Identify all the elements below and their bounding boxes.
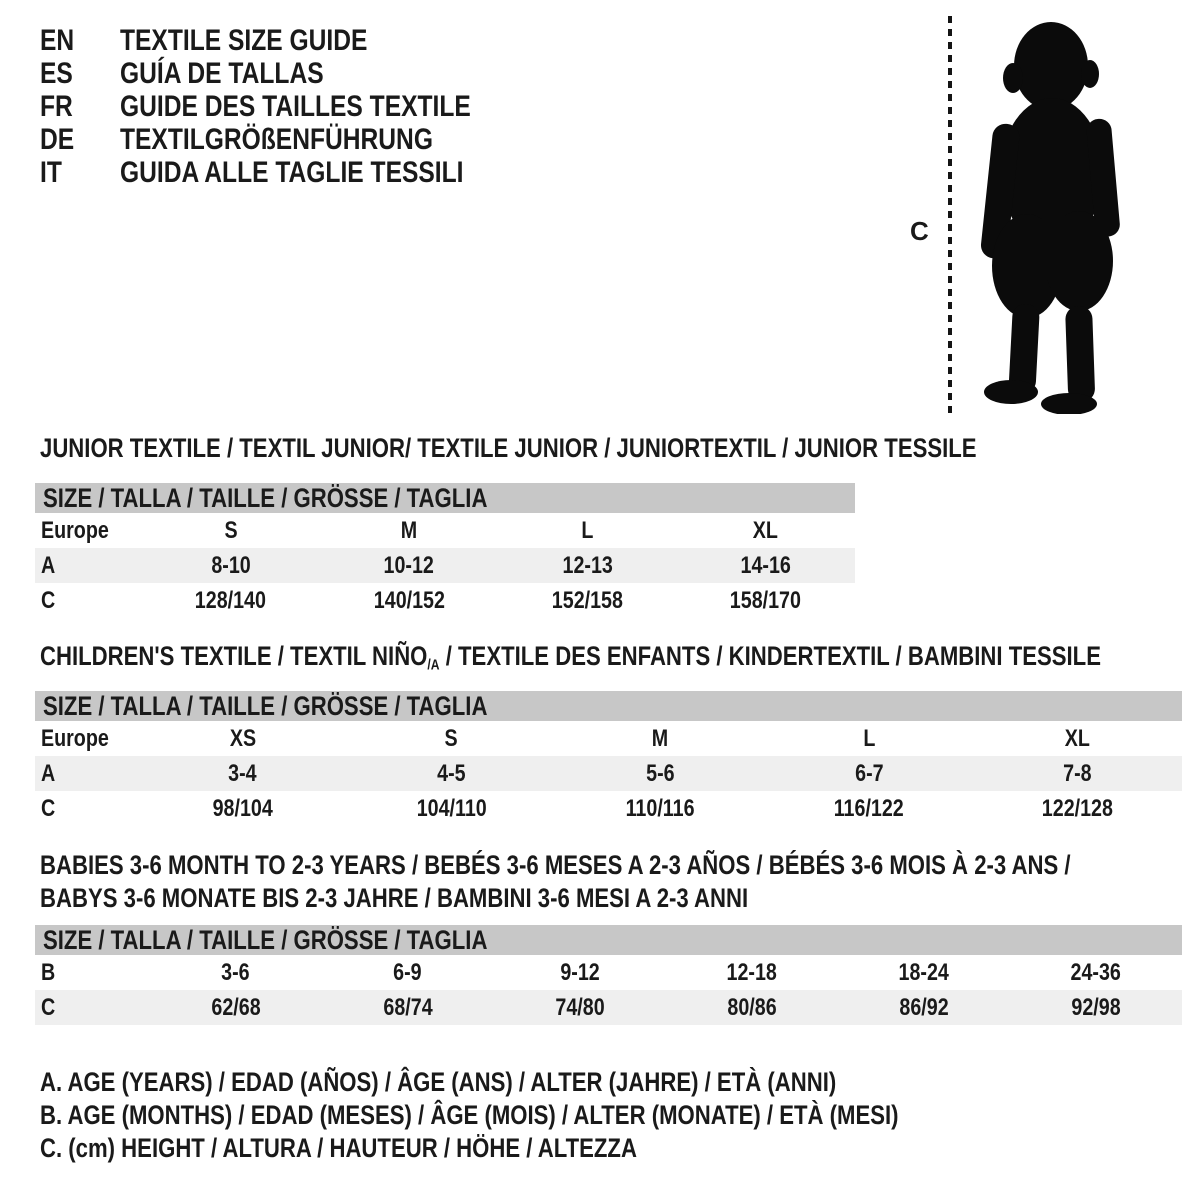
- table-cell: M: [400, 517, 418, 544]
- table-row: [35, 513, 855, 548]
- table-cell: 10-12: [383, 552, 435, 579]
- table-cell: 14-16: [740, 552, 791, 579]
- language-label: TEXTILE SIZE GUIDE: [120, 24, 368, 57]
- table-cell: 12-18: [726, 959, 778, 986]
- language-list: [40, 24, 548, 189]
- table-cell: S: [444, 725, 458, 752]
- table-cell: 4-5: [437, 760, 466, 787]
- table-row: [35, 583, 855, 618]
- language-row-fr: [40, 90, 548, 123]
- table-cell: 5-6: [645, 760, 675, 787]
- legend-line-b: B. AGE (MONTHS) / EDAD (MESES) / ÂGE (MOIS) / ALTER (MONATE) / ETÀ (MESI): [40, 1100, 899, 1130]
- table-row: [35, 721, 1182, 756]
- table-cell: 116/122: [833, 795, 904, 822]
- table-cell: 9-12: [560, 959, 600, 986]
- row-label: Europe: [41, 725, 109, 752]
- language-label: GUÍA DE TALLAS: [120, 57, 324, 90]
- language-label: GUIDA ALLE TAGLIE TESSILI: [120, 156, 464, 189]
- table-row: [35, 955, 1182, 990]
- table-cell: L: [862, 725, 875, 752]
- row-label: C: [41, 795, 56, 822]
- table-cell: 158/170: [730, 587, 802, 614]
- table-cell: 3-4: [228, 760, 257, 787]
- table-cell: 92/98: [1071, 994, 1121, 1021]
- table-row: [35, 990, 1182, 1025]
- table-cell: 80/86: [727, 994, 777, 1021]
- height-label-c: C: [910, 216, 929, 246]
- babies-section-title: BABIES 3-6 MONTH TO 2-3 YEARS / BEBÉS 3-6 MESES A 2-3 AÑOS / BÉBÉS 3-6 MOIS À 2-3 ANS / BABYS 3-6 MONATE BIS 2-3 JAHRE / BAMBINI 3-6 MESI A 2-3 ANNI: [40, 850, 1071, 913]
- height-dashed-line: [948, 16, 952, 413]
- table-cell: 6-7: [854, 760, 884, 787]
- language-code: EN: [40, 24, 75, 57]
- table-cell: 140/152: [373, 587, 445, 614]
- table-row: [35, 756, 1182, 791]
- table-cell: L: [581, 517, 594, 544]
- legend-line-a: A. AGE (YEARS) / EDAD (AÑOS) / ÂGE (ANS) / ALTER (JAHRE) / ETÀ (ANNI): [40, 1067, 837, 1097]
- language-code: IT: [40, 156, 62, 189]
- language-label: GUIDE DES TAILLES TEXTILE: [120, 90, 471, 123]
- junior-section-title: JUNIOR TEXTILE / TEXTIL JUNIOR/ TEXTILE JUNIOR / JUNIORTEXTIL / JUNIOR TESSILE: [40, 433, 977, 463]
- row-label: A: [41, 760, 56, 787]
- language-row-en: [40, 24, 548, 57]
- table-cell: 110/116: [625, 795, 695, 822]
- table-row: [35, 548, 855, 583]
- table-cell: 8-10: [211, 552, 251, 579]
- table-cell: 18-24: [898, 959, 950, 986]
- size-header-band: SIZE / TALLA / TAILLE / GRÖSSE / TAGLIA: [35, 691, 1182, 721]
- row-label: C: [41, 587, 56, 614]
- table-cell: 128/140: [195, 587, 267, 614]
- table-cell: XL: [1065, 725, 1091, 752]
- size-header-band: SIZE / TALLA / TAILLE / GRÖSSE / TAGLIA: [35, 925, 1182, 955]
- language-row-es: [40, 57, 548, 90]
- table-cell: 152/158: [551, 587, 624, 614]
- table-cell: XL: [753, 517, 779, 544]
- table-cell: XS: [229, 725, 256, 752]
- language-row-de: [40, 123, 548, 156]
- language-code: DE: [40, 123, 75, 156]
- table-cell: 62/68: [211, 994, 261, 1021]
- table-cell: 6-9: [393, 959, 422, 986]
- language-code: ES: [40, 57, 73, 90]
- table-cell: 74/80: [555, 994, 605, 1021]
- table-row: [35, 791, 1182, 826]
- table-cell: 98/104: [212, 795, 273, 822]
- legend-line-c: C. (cm) HEIGHT / ALTURA / HAUTEUR / HÖHE / ALTEZZA: [40, 1133, 637, 1163]
- baby-silhouette-icon: [963, 14, 1138, 414]
- size-header-band: SIZE / TALLA / TAILLE / GRÖSSE / TAGLIA: [35, 483, 855, 513]
- table-cell: 104/110: [416, 795, 487, 822]
- table-cell: 3-6: [221, 959, 250, 986]
- measurement-legend: [40, 1066, 1087, 1165]
- children-size-table: [35, 691, 1182, 826]
- table-cell: 24-36: [1070, 959, 1122, 986]
- table-cell: 12-13: [562, 552, 613, 579]
- row-label: Europe: [41, 517, 109, 544]
- table-cell: 7-8: [1063, 760, 1092, 787]
- table-cell: 68/74: [383, 994, 433, 1021]
- table-cell: 122/128: [1042, 795, 1114, 822]
- language-code: FR: [40, 90, 73, 123]
- row-label: B: [41, 959, 56, 986]
- language-row-it: [40, 156, 548, 189]
- table-cell: 86/92: [899, 994, 949, 1021]
- table-cell: M: [651, 725, 669, 752]
- language-label: TEXTILGRÖßENFÜHRUNG: [120, 123, 433, 156]
- babies-size-table: [35, 925, 1182, 1025]
- row-label: C: [41, 994, 56, 1021]
- table-cell: S: [224, 517, 238, 544]
- title-subscript: /A: [427, 657, 440, 674]
- junior-size-table: [35, 483, 855, 618]
- children-section-title: CHILDREN'S TEXTILE / TEXTIL $NIÑO_{/A}$ / TEXTILE DES ENFANTS / KINDERTEXTIL / BAMBINI TESSILE: [40, 641, 1101, 674]
- row-label: A: [41, 552, 56, 579]
